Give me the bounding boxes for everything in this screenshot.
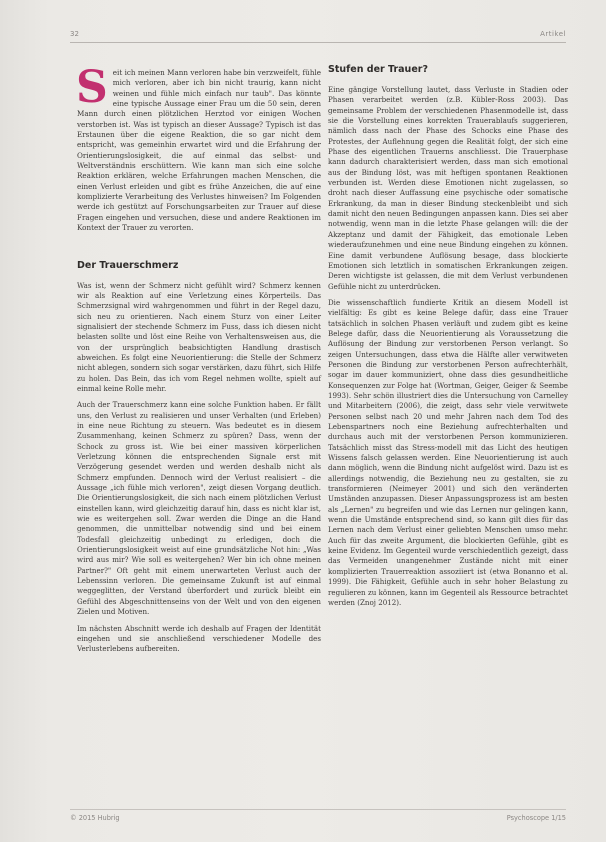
- section-heading-trauerschmerz: Der Trauerschmerz: [77, 259, 179, 271]
- dropcap: S: [76, 62, 108, 113]
- section-heading-stufen: Stufen der Trauer?: [328, 64, 428, 75]
- right-column: [328, 64, 568, 614]
- left-column: [76, 62, 321, 661]
- intro-paragraph: [76, 62, 321, 234]
- body-paragraph: Im nächsten Abschnitt werde ich deshalb auf Fragen der Identität eingehen und sie anschließend verschiedener Modelle des Verlusterlebens aufbereiten.: [77, 623, 321, 654]
- body-paragraph: Auch der Trauerschmerz kann eine solche Funktion haben. Er fällt uns, den Verlust zu realisieren und unser Verhalten (und Erleben) in eine neue Richtung zu steuern. Was bedeutet es in diesem Zusammenhang, keinen Schmerz zu spüren? Dass, wenn der Schock zu gross ist. Wie bei einer massiven körperlichen Verletzung können die entsprechenden Signale erst mit Verzögerung gesendet werden und werden deshalb nicht als Schmerz empfunden. Dennoch wird der Verlust realisiert – die Aussage „ich fühle mich verloren", zeigt diesen Vorgang deutlich. Die Orientierungslosigkeit, die sich nach einem plötzlichen Verlust einstellen kann, wird gleichzeitig darauf hin, dass es nicht klar ist, wie es weitergehen soll. Zwar werden die Dinge an die Hand genommen, die unmittelbar notwendig sind und bei einem Todesfall gleichzeitig unbedingt zu erledigen, doch die Orientierungslosigkeit weist auf eine grundsätzliche Not hin: „Was wird aus mir? Wie soll es weitergehen? Wer bin ich ohne meinen Partner?" Oft geht mit einem unerwarteten Verlust auch der Lebenssinn verloren. Die gemeinsame Zukunft ist auf einmal weggeglitten, der Verstand überfordert und zurück bleibt ein Gefühl des Abgeschnittenseins von der Welt und von den eigenen Zielen und Motiven.: [77, 400, 321, 617]
- header-rule: [70, 42, 566, 43]
- body-paragraph: Was ist, wenn der Schmerz nicht gefühlt wird? Schmerz kennen wir als Reaktion auf eine Verletzung eines Körperteils. Das Schmerzsignal wird wahrgenommen und führt in der Regel dazu, sich neu zu orientieren. Nach einem Sturz von einer Leiter signalisiert der stechende Schmerz im Fuss, dass ich diesen nicht belasten sollte und löst eine Reihe von Verhaltensweisen aus, die von der ursprünglich beabsichtigten Handlung drastisch abweichen. Es folgt eine Neuorientierung: die Stelle der Schmerz nicht ablegen, sondern sich sogar verstärken, dazu führt, sich Hilfe zu holen. Das Bein, das ich vom Regel nehmen wollte, spielt auf einmal keine Rolle mehr.: [77, 280, 321, 393]
- section-label: Artikel: [540, 30, 566, 38]
- footer-rule: [70, 809, 566, 810]
- body-paragraph: Eine gängige Vorstellung lautet, dass Verluste in Stadien oder Phasen verarbeitet werden (z.B. Kübler-Ross 2003). Das gemeinsame Problem der verschiedenen Phasenmodelle ist, dass sie die Vorstellung eines korrekten Trauerablaufs suggerieren, nämlich dass nach der Phase des Schocks eine Phase des Protestes, der Auflehnung gegen die Realität folgt, der sich eine Phase des eigentlichen Trauerns anschliesst. Die Trauerphase kann dadurch charakterisiert werden, dass man sich emotional aus der Bindung löst, was mit heftigen spontanen Reaktionen verbunden ist. Werden diese Emotionen nicht zugelassen, so droht nach dieser Auffassung eine psychische oder somatische Erkrankung, da man in dieser Bindung steckenbleibt und sich damit nicht den neuen Bedingungen anpassen kann. Dies sei aber notwendig, wenn man in die letzte Phase gelangen will: die der Akzeptanz und damit der Fähigkeit, das emotionale Leben wiederaufzunehmen und eine neue Bindung eingehen zu können. Eine damit verbundene Auflösung besage, dass blockierte Emotionen sich letztlich in somatischen Erkrankungen zeigen. Deren wichtigste ist gelassen, die mit dem Verlust verbundenen Gefühle nicht zu unterdrücken.: [328, 85, 568, 291]
- footer-copyright: © 2015 Hubrig: [70, 814, 120, 822]
- body-paragraph: Die wissenschaftlich fundierte Kritik an diesem Modell ist vielfältig: Es gibt es keine Belege dafür, dass eine Trauer tatsächlich in solchen Phasen verläuft und zudem gibt es keine Belege dafür, dass die Neuorientierung als Voraussetzung die Auflösung der Bindung zur verstorbenen Person verlangt. So zeigen Untersuchungen, dass etwa die Hälfte aller verwitweten Personen die Bindung zur verstorbenen Person aufrechterhält, sogar im dauer kommuniziert, ohne dass dies gesundheitliche Konsequenzen zur Folge hat (Wortman, Geiger, Geiger & Seembe 1993). Sehr schön illustriert dies die Untersuchung von Carnelley und Mitarbeitern (2006), die zeigt, dass sehr viele verwitwete Personen selbst nach 20 und mehr Jahren nach dem Tod des Lebenspartners noch eine Beziehung aufrechterhalten und durchaus auch mit der verstorbenen Person kommunizieren. Tatsächlich misst das Stress-modell mit das Licht des heutigen Wissens falsch gelassen werden. Eine Neuorientierung ist auch dann möglich, wenn die Bindung nicht aufgelöst wird. Dazu ist es allerdings notwendig, die Beziehung neu zu gestalten, sie zu transformieren (Neimeyer 2001) und sich den veränderten Umständen anzupassen. Dieser Anpassungsprozess ist am besten als „Lernen" zu begreifen und wie das Lernen nur gelingen kann, wenn die Umstände entsprechend sind, so kann gilt dies für das Lernen nach dem Verlust einer geliebten Menschen umso mehr. Auch für das zweite Argument, die blockierten Gefühle, gibt es keine Evidenz. Im Gegenteil wurde verschiedentlich gezeigt, dass das Vermeiden unangenehmer Zustände nicht mit einer komplizierten Trauerreaktion assoziiert ist (etwa Bonanno et al. 1999). Die Fähigkeit, Gefühle auch in sehr hoher Belastung zu regulieren zu können, kann im Gegenteil als Ressource betrachtet werden (Znoj 2012).: [328, 297, 568, 607]
- page-number: 32: [70, 30, 79, 38]
- footer-journal: Psychoscope 1/15: [506, 814, 566, 822]
- intro-text: eit ich meinen Mann verloren habe bin verzweifelt, fühle mich verloren, aber ich bin nicht traurig, kann nicht weinen und fühle mich einfach nur taub". Das könnte eine typische Aussage einer Frau um die 50 sein, deren Mann durch einen plötzlichen Herztod vor einigen Wochen verstorben ist. Was ist typisch an dieser Aussage? Typisch ist das Erstaunen über die eigene Reaktion, die so gar nicht dem entspricht, was gemeinhin erwartet wird und die Erfahrung der Orientierungslosigkeit, die auf einmal das selbst- und Weltverständnis erschüttern. Wie kann man sich eine solche Reaktion erklären, welche Erfahrungen machen Menschen, die einen Verlust erleiden und gibt es frühe Anzeichen, die auf eine komplizierte Verarbeitung des Verlustes hinweisen? Im Folgenden werde ich gestützt auf Forschungsarbeiten zur Trauer auf diese Fragen eingehen und versuchen, diese und andere Reaktionen im Kontext der Trauer zu verorten.: [77, 68, 321, 233]
